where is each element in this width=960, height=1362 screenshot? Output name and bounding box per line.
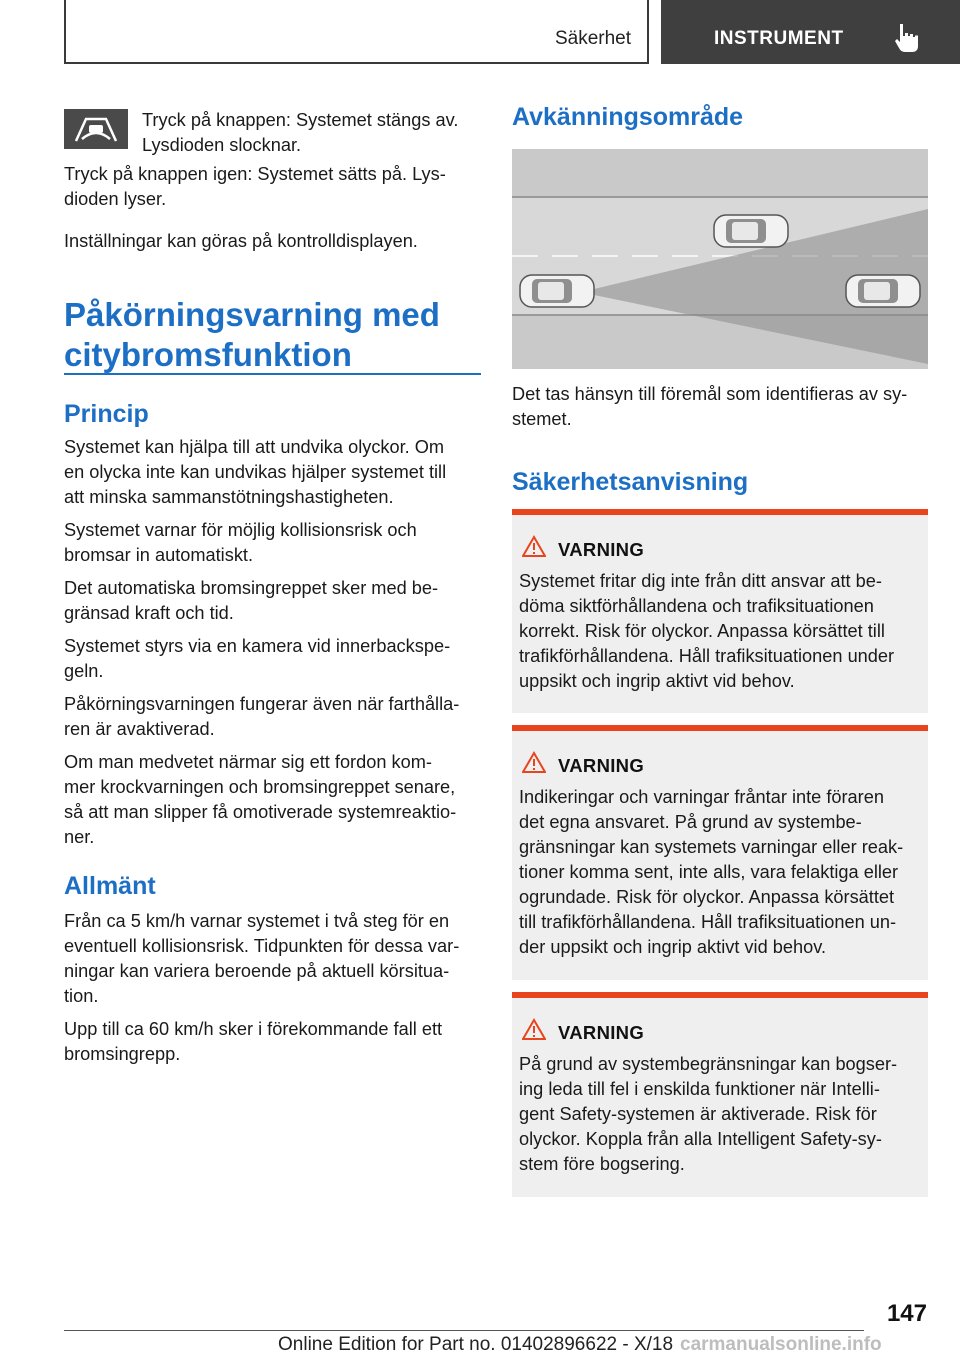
- warning-triangle-icon: [522, 751, 546, 773]
- text-line: geln.: [64, 661, 104, 681]
- text-line: stemet.: [512, 409, 572, 429]
- text-line: Det automatiska bromsingreppet sker med be-: [64, 578, 439, 598]
- button-off-text: [142, 108, 482, 158]
- paragraph: [64, 435, 484, 510]
- car-other-lane: [714, 215, 788, 247]
- text-line: Det tas hänsyn till föremål som identifieras av sy-: [512, 384, 908, 404]
- warning-title: VARNING: [558, 755, 645, 776]
- title-divider: [64, 373, 481, 375]
- text-line: korrekt. Risk för olyckor. Anpassa körsättet till: [519, 621, 885, 641]
- detection-area-illustration: [512, 149, 928, 369]
- warning-box-3: [512, 992, 928, 1197]
- paragraph: [64, 576, 484, 626]
- text-line: så att man slipper få omotiverade systemreaktio-: [64, 802, 457, 822]
- text-line: eventuell kollisionsrisk. Tidpunkten för dessa var-: [64, 936, 460, 956]
- paragraph: [64, 518, 484, 568]
- paragraph: [64, 692, 484, 742]
- heading-avkanningsomrade: Avkänningsområde: [512, 103, 744, 131]
- text-line: det egna ansvaret. På grund av systembe-: [519, 812, 862, 832]
- paragraph: [64, 909, 484, 1009]
- warning-text: [519, 1052, 924, 1177]
- text-line: bromsingrepp.: [64, 1044, 181, 1064]
- text-line: Från ca 5 km/h varnar systemet i två steg för en: [64, 911, 450, 931]
- figure-caption: [512, 382, 932, 432]
- button-on-text: [64, 162, 484, 212]
- title-line: citybromsfunktion: [64, 336, 352, 373]
- paragraph: [64, 634, 484, 684]
- watermark: carmanualsonline.info: [680, 1334, 882, 1355]
- warning-triangle-icon: [522, 535, 546, 557]
- paragraph: [64, 750, 484, 850]
- text-line: olyckor. Koppla från alla Intelligent Safety-sy-: [519, 1129, 882, 1149]
- text-line: döma siktförhållandena och trafiksituationen: [519, 596, 874, 616]
- heading-allmant: Allmänt: [64, 872, 156, 900]
- text-line: en olycka inte kan undvikas hjälper systemet till: [64, 462, 447, 482]
- text-line: tion.: [64, 986, 99, 1006]
- warning-box-2: [512, 725, 928, 980]
- detection-area-figure: [512, 149, 928, 369]
- text-line: Systemet varnar för möjlig kollisionsrisk och: [64, 520, 417, 540]
- text-line: dioden lyser.: [64, 189, 167, 209]
- warning-box-1: [512, 509, 928, 713]
- text-line: ner.: [64, 827, 95, 847]
- warning-triangle-icon: [522, 1018, 546, 1040]
- text-line: stem före bogsering.: [519, 1154, 685, 1174]
- warning-title: VARNING: [558, 1022, 645, 1043]
- text-line: Indikeringar och varningar fråntar inte föraren: [519, 787, 884, 807]
- footer-divider: [64, 1330, 864, 1331]
- page-number: 147: [886, 1300, 927, 1327]
- text-line: ningar kan variera beroende på aktuell körsitua-: [64, 961, 450, 981]
- text-line: Systemet kan hjälpa till att undvika olyckor. Om: [64, 437, 445, 457]
- text-line: Tryck på knappen igen: Systemet sätts på. Lys-: [64, 164, 446, 184]
- text-line: Lysdioden slocknar.: [142, 135, 302, 155]
- header-chapter-title: INSTRUMENT: [714, 28, 844, 49]
- settings-text: Inställningar kan göras på kontrolldisplayen.: [64, 231, 418, 251]
- text-line: tioner komma sent, inte alls, vara felaktiga eller: [519, 862, 899, 882]
- ego-car: [520, 275, 594, 307]
- text-line: bromsar in automatiskt.: [64, 545, 254, 565]
- header-chapter-tab: [661, 0, 960, 64]
- title-line: Påkörningsvarning med: [64, 296, 440, 333]
- text-line: gränsad kraft och tid.: [64, 603, 234, 623]
- heading-sakerhetsanvisning: Säkerhetsanvisning: [512, 468, 749, 496]
- text-line: Om man medvetet närmar sig ett fordon kom-: [64, 752, 432, 772]
- page-title: [64, 295, 484, 375]
- text-line: att minska sammanstötningshastigheten.: [64, 487, 394, 507]
- text-line: uppsikt och ingrip aktivt vid behov.: [519, 671, 795, 691]
- heading-princip: Princip: [64, 400, 149, 428]
- allmant-section: [64, 909, 484, 1067]
- text-line: trafikförhållandena. Håll trafiksituationen under: [519, 646, 895, 666]
- text-line: Systemet fritar dig inte från ditt ansvar att be-: [519, 571, 882, 591]
- princip-section: [64, 435, 484, 850]
- text-line: mer krockvarningen och bromsingreppet senare,: [64, 777, 456, 797]
- text-line: Tryck på knappen: Systemet stängs av.: [142, 110, 459, 130]
- pointing-hand-icon: [894, 22, 920, 54]
- header-section-title: Säkerhet: [554, 28, 631, 49]
- text-line: Påkörningsvarningen fungerar även när farthålla-: [64, 694, 460, 714]
- text-line: till trafikförhållandena. Håll trafiksituationen un-: [519, 912, 897, 932]
- header-section-tab: [64, 0, 649, 64]
- car-ahead: [846, 275, 920, 307]
- warning-text: [519, 569, 924, 694]
- footer-edition: Online Edition for Part no. 01402896622 - X/18: [278, 1334, 674, 1355]
- warning-text: [519, 785, 924, 960]
- text-line: På grund av systembegränsningar kan bogser-: [519, 1054, 898, 1074]
- warning-title: VARNING: [558, 539, 645, 560]
- text-line: der uppsikt och ingrip aktivt vid behov.: [519, 937, 826, 957]
- text-line: gent Safety-systemen är aktiverade. Risk för: [519, 1104, 877, 1124]
- text-line: gränsningar kan systemets varningar eller reak-: [519, 837, 904, 857]
- text-line: Upp till ca 60 km/h sker i förekommande fall ett: [64, 1019, 443, 1039]
- collision-warning-button-icon: [64, 109, 128, 149]
- text-line: ing leda till fel i enskilda funktioner när Intelli-: [519, 1079, 880, 1099]
- text-line: ren är avaktiverad.: [64, 719, 215, 739]
- paragraph: [64, 1017, 484, 1067]
- text-line: Systemet styrs via en kamera vid innerbackspe-: [64, 636, 451, 656]
- text-line: ogrundade. Risk för olyckor. Anpassa körsättet: [519, 887, 895, 907]
